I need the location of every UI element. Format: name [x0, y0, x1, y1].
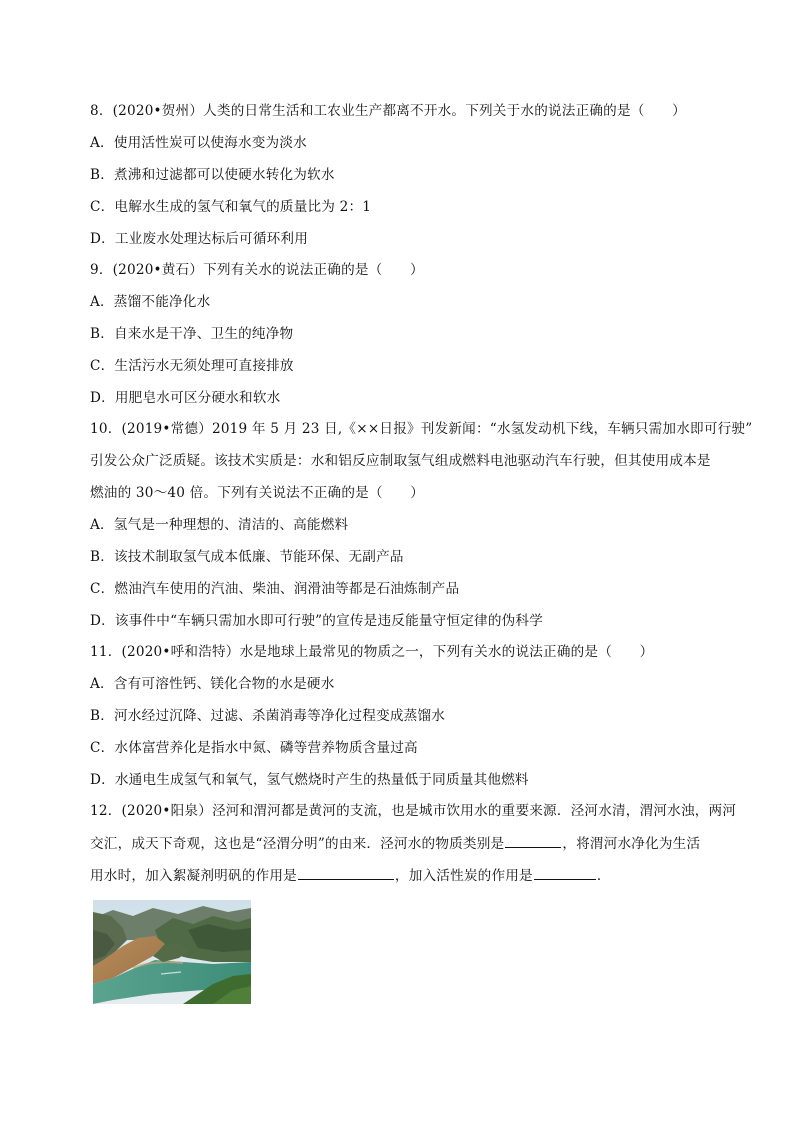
question-12-line-3-text-a: 用水时，加入絮凝剂明矾的作用是: [90, 868, 297, 884]
question-11-stem: 11．(2020•呼和浩特）水是地球上最常见的物质之一，下列有关水的说法正确的是（ ）: [90, 644, 654, 660]
question-9-option-a: A．蒸馏不能净化水: [90, 294, 211, 310]
question-11-option-a: A．含有可溶性钙、镁化合物的水是硬水: [90, 676, 335, 692]
question-8-option-d: D．工业废水处理达标后可循环利用: [90, 231, 309, 247]
question-9-option-b: B．自来水是干净、卫生的纯净物: [90, 326, 294, 342]
question-12-line-2-text-a: 交汇，成天下奇观，这也是“泾渭分明”的由来．泾河水的物质类别是: [90, 836, 505, 852]
question-9-option-c: C．生活污水无须处理可直接排放: [90, 358, 294, 374]
river-confluence-photo: [93, 900, 251, 1004]
question-8-option-c: C．电解水生成的氢气和氧气的质量比为 2：1: [90, 199, 372, 215]
question-10-option-c: C．燃油汽车使用的汽油、柴油、润滑油等都是石油炼制产品: [90, 581, 460, 597]
question-12-line-3-text-c: ．: [596, 868, 611, 884]
question-12-stem-line-2: [0, 833, 794, 854]
question-10-option-b: B．该技术制取氢气成本低廉、节能环保、无副产品: [90, 549, 404, 565]
question-9-stem: 9．(2020•黄石）下列有关水的说法正确的是（ ）: [90, 262, 424, 278]
question-10-stem-line-1: 10．(2019•常德）2019 年 5 月 23 日,《××日报》刊发新闻：“水氢发动机下线，车辆只需加水即可行驶”: [90, 421, 753, 437]
question-12-stem-line-1: 12．(2020•阳泉）泾河和渭河都是黄河的支流，也是城市饮用水的重要来源．泾河水清，渭河水浊，两河: [90, 803, 737, 819]
question-10-option-a: A．氢气是一种理想的、清洁的、高能燃料: [90, 517, 349, 533]
question-11-option-b: B．河水经过沉降、过滤、杀菌消毒等净化过程变成蒸馏水: [90, 708, 446, 724]
question-11-option-c: C．水体富营养化是指水中氮、磷等营养物质含量过高: [90, 740, 418, 756]
question-8-stem: 8．(2020•贺州）人类的日常生活和工农业生产都离不开水。下列关于水的说法正确的是（ ）: [90, 103, 686, 119]
question-12-stem-line-3: [0, 865, 794, 886]
question-8-option-a: A．使用活性炭可以使海水变为淡水: [90, 135, 307, 151]
question-12-line-3-text-b: ，加入活性炭的作用是: [394, 868, 533, 884]
question-11-option-d: D．水通电生成氢气和氧气，氢气燃烧时产生的热量低于同质量其他燃料: [90, 772, 529, 788]
answer-blank-3[interactable]: [534, 865, 596, 880]
question-10-stem-line-3: 燃油的 30～40 倍。下列有关说法不正确的是（ ）: [90, 485, 425, 501]
question-8-option-b: B．煮沸和过滤都可以使硬水转化为软水: [90, 167, 335, 183]
answer-blank-2[interactable]: [298, 865, 394, 880]
question-9-option-d: D．用肥皂水可区分硬水和软水: [90, 390, 281, 406]
question-10-stem-line-2: 引发公众广泛质疑。该技术实质是：水和铝反应制取氢气组成燃料电池驱动汽车行驶，但其使用成本是: [90, 453, 711, 469]
question-10-option-d: D．该事件中“车辆只需加水即可行驶”的宣传是违反能量守恒定律的伪科学: [90, 613, 544, 629]
answer-blank-1[interactable]: [505, 833, 561, 848]
question-12-line-2-text-b: ，将渭河水净化为生活: [562, 836, 701, 852]
